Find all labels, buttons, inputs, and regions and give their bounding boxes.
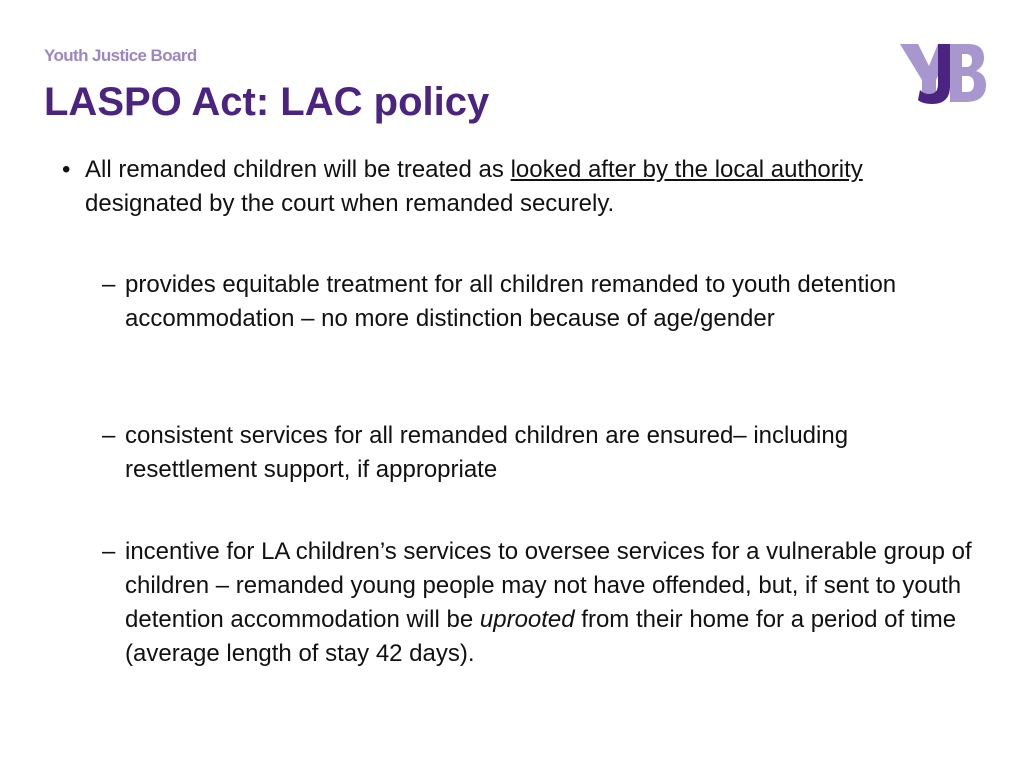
main-bullet-text-after: designated by the court when remanded securely. bbox=[85, 190, 615, 217]
page-title: LASPO Act: LAC policy bbox=[44, 80, 490, 124]
sub-bullet-marker: – bbox=[102, 271, 116, 298]
sub-bullet-2 bbox=[102, 419, 982, 487]
yjb-logo bbox=[898, 40, 988, 106]
main-bullet-underlined-text: looked after by the local authority bbox=[510, 156, 863, 183]
sub-bullet-3 bbox=[102, 535, 982, 671]
sub-bullet-marker: – bbox=[102, 422, 116, 449]
main-bullet bbox=[62, 153, 942, 221]
sub-bullet-3-italic-text: uprooted bbox=[479, 606, 575, 633]
sub-bullet-1 bbox=[102, 268, 982, 336]
sub-bullet-2-text: consistent services for all remanded children are ensured– including resettlement support, if appropriate bbox=[125, 422, 849, 483]
org-name: Youth Justice Board bbox=[44, 46, 197, 65]
sub-bullet-3-text-before: incentive for LA children’s services to oversee services for a vulnerable group of children – remanded young people may not have offended, but, if sent to youth detention accommodation will be bbox=[125, 538, 972, 633]
sub-bullet-1-text: provides equitable treatment for all children remanded to youth detention accommodation – no more distinction because of age/gender bbox=[125, 271, 897, 332]
main-bullet-text-before: All remanded children will be treated as bbox=[85, 156, 511, 183]
main-bullet-text bbox=[85, 153, 942, 221]
sub-bullet-3-text-after: from their home for a period of time (average length of stay 42 days). bbox=[125, 606, 957, 667]
sub-bullet-marker: – bbox=[102, 538, 116, 565]
sub-bullet-3-text bbox=[125, 535, 982, 671]
bullet-marker: • bbox=[62, 156, 71, 183]
